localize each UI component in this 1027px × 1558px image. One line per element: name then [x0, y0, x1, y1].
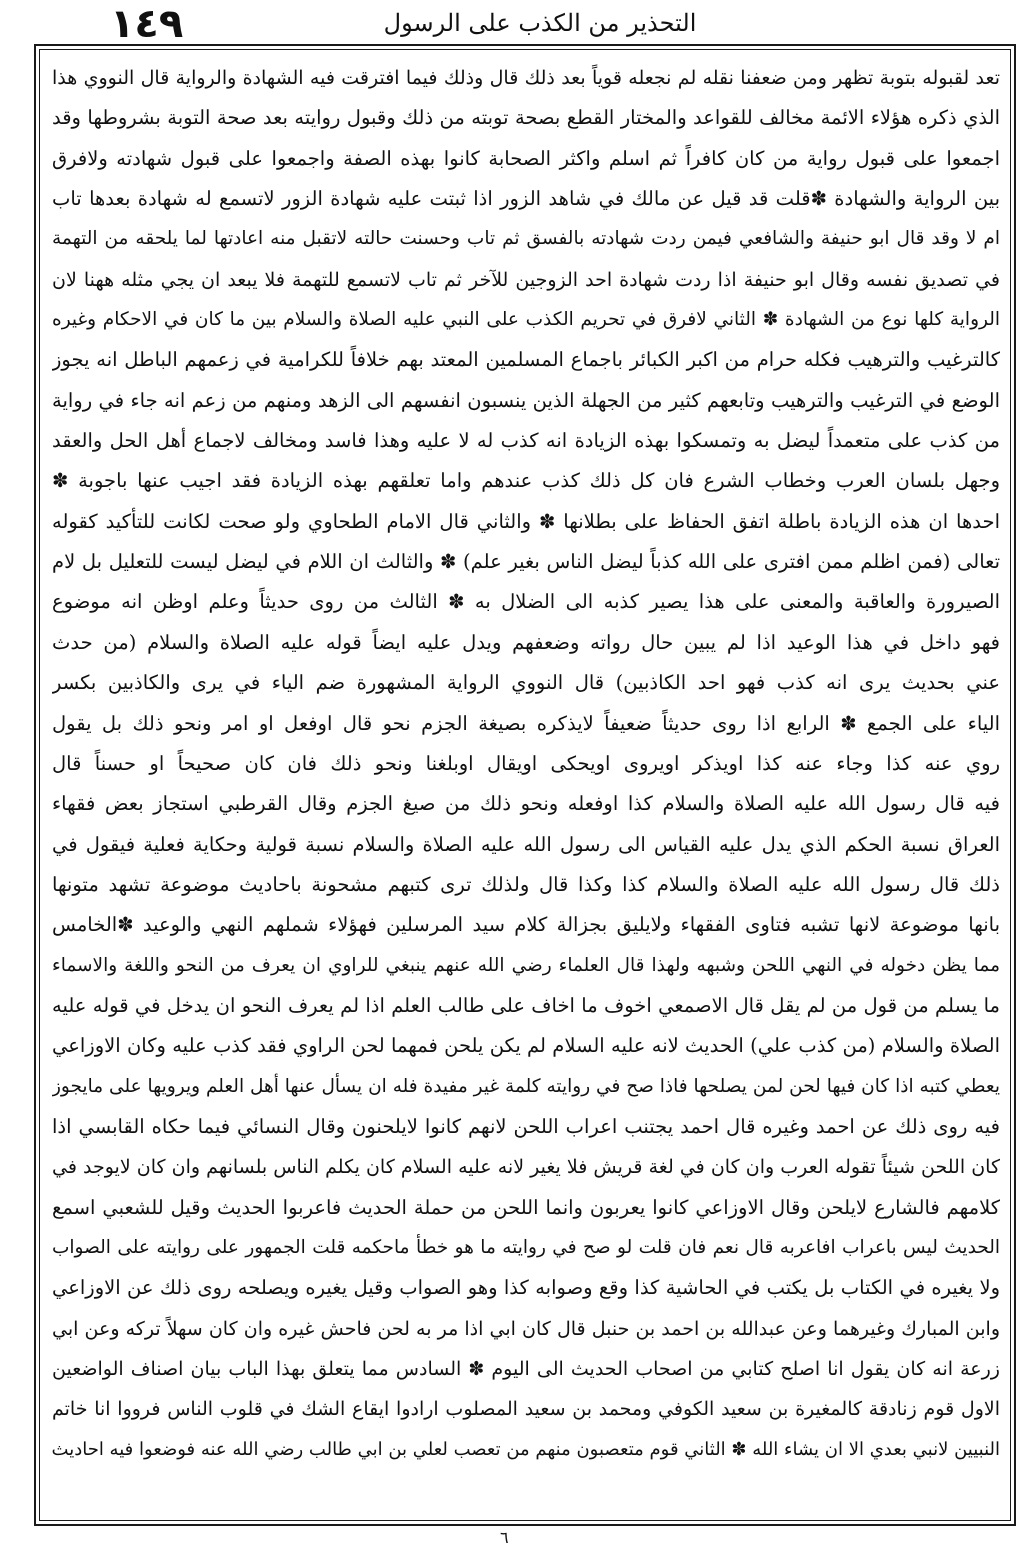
page-number: ١٤٩ — [110, 1, 184, 47]
text-line: كالترغيب والترهيب فكله حرام من اكبر الكبائر باجماع المسلمين المعتد بهم خلافاً للكرامية في زعمهم الباطل انه يجوز — [52, 348, 1000, 372]
text-line: ام لا وقد قال ابو حنيفة والشافعي فيمن ردت شهادته بالفسق ثم تاب وحسنت حالته لاتقبل منه اعادتها لما يلحقه من التهمة — [52, 228, 1000, 250]
text-line: اجمعوا على قبول رواية من كان كافراً ثم اسلم واكثر الصحابة كانوا بهذه الصفة واجمعوا على قبول شهادته ولافرق — [52, 146, 1000, 170]
text-line: ذلك قال رسول الله عليه الصلاة والسلام كذا وكذا قال ولذلك ترى كتبهم مشحونة باحاديث موضوعة تشهد متونها — [52, 872, 1000, 896]
text-line: بين الرواية والشهادة ✽قلت قد قيل عن مالك في شاهد الزور اذا ثبتت عليه شهادة الزور لاتسمع له شهادة بعدها تاب — [52, 187, 1000, 211]
text-line: تعد لقبوله بتوبة تظهر ومن ضعفنا نقله لم نجعله قوياً بعد ذلك قال وذلك فيما افترقت فيه الشهادة والرواية قال النووي هذا — [52, 67, 1000, 89]
text-line: يعطي كتبه اذا كان فيها لحن لمن يصلحها فاذا صح في روايته كلمة غير مفيدة فله ان يسأل عنها أهل العلم ويرويها على مايجوز — [52, 1075, 1000, 1097]
text-line: وجهل بلسان العرب وخطاب الشرع فان كل ذلك كذب عندهم واما تعلقهم بهذه الزيادة فقد اجيب عنها باجوبة ✽ — [52, 469, 1000, 493]
running-title: التحذير من الكذب على الرسول — [383, 9, 697, 37]
text-line: ولا يغيره في الكتاب بل يكتب في الحاشية كذا وقع وصوابه كذا وهو الصواب وقيل يغيره ويصلحه روى ذلك عن الاوزاعي — [52, 1276, 1000, 1300]
main-text-block — [52, 58, 1000, 1508]
text-line: الحديث ليس باعراب افاعربه قال نعم فان قلت لو صح في روايته ما هو خطأ ماحكمه قلت الجمهور على روايته على الصواب — [52, 1236, 1000, 1258]
text-line: فهو داخل في هذا الوعيد اذا لم يبين حال رواته وضعفهم ويدل عليه ايضاً قوله عليه الصلاة والسلام (من حدث — [52, 630, 1000, 654]
text-line: بانها موضوعة لانها تشبه فتاوى الفقهاء ولايليق بجزالة كلام سيد المرسلين فهؤلاء شملهم النهي والوعيد ✽الخامس — [52, 913, 1000, 937]
text-line: كلامهم فالشارع لايلحن وقال الاوزاعي كانوا يعربون وانما اللحن من حملة الحديث فاعربوا الحديث وقيل للشعبي اسمع — [52, 1195, 1000, 1219]
text-line: زرعة انه كان يقول انا اصلح كتابي من اصحاب الحديث الى اليوم ✽ السادس مما يتعلق بهذا الباب بيان اصناف الواضعين — [52, 1358, 1000, 1380]
text-line: فيه قال رسول الله عليه الصلاة والسلام كذا اوفعله ونحو ذلك من صيغ الجزم وقال القرطبي استجاز بعض فقهاء — [52, 792, 1000, 816]
text-line: مما يظن دخوله في النهي اللحن وشبهه ولهذا قال العلماء رضي الله عنهم ينبغي للراوي ان يعرف من النحو واللغة والاسماء — [52, 954, 1000, 976]
text-line: عني بحديث يرى انه كذب فهو احد الكاذبين) قال النووي الرواية المشهورة ضم الياء في يرى والكاذبين بكسر — [52, 671, 1000, 695]
text-line: في تصديق نفسه وقال ابو حنيفة اذا ردت شهادة احد الزوجين للآخر ثم تاب لاتسمع للتهمة فلا يبعد ان يجي مثله ههنا لان — [52, 268, 1000, 291]
text-line: روي عنه كذا وجاء عنه كذا اويذكر اويروى اويحكى اويقال اوبلغنا ونحو ذلك فان كان صحيحاً او حسناً قال — [52, 751, 1000, 775]
text-line: الرواية كلها نوع من الشهادة ✽ الثاني لافرق في تحريم الكذب على النبي عليه الصلاة والسلام بين ما كان في الاحكام وغيره — [52, 309, 1000, 331]
text-line: الذي ذكره هؤلاء الائمة مخالف للقواعد والمختار القطع بصحة توبته من ذلك وقبول روايته بعد صحة التوبة بشروطها وقد — [52, 106, 1000, 130]
text-line: الصيرورة والعاقبة والمعنى على هذا يصير كذبه الى الضلال به ✽ الثالث من روى حديثاً وعلم اوظن انه موضوع — [52, 590, 1000, 614]
signature-mark: ٦ — [500, 1528, 509, 1547]
text-line: الاول قوم زنادقة كالمغيرة بن سعيد الكوفي ومحمد بن سعيد المصلوب ارادوا ايقاع الشك في قلوب الناس فرووا انا خاتم — [52, 1398, 1000, 1421]
text-line: احدها ان هذه الزيادة باطلة اتفق الحفاظ على بطلانها ✽ والثاني قال الامام الطحاوي ولو صحت لكانت للتأكيد كقوله — [52, 509, 1000, 533]
text-line: الوضع في الترغيب والترهيب وتابعهم كثير من الجهلة الذين ينسبون انفسهم الى الزهد ومنهم من زعم انه جاء في رواية — [52, 388, 1000, 412]
text-line: العراق نسبة الحكم الذي يدل عليه القياس الى رسول الله عليه الصلاة والسلام نسبة قولية وحكاية فعلية فيقول في — [52, 832, 1000, 856]
text-line: كان اللحن شيئاً تقوله العرب وان كان في لغة قريش فلا يغير لانه عليه السلام كان يكلم الناس بلسانهم وان كان لايوجد في — [52, 1156, 1000, 1179]
text-line: فيه روى ذلك عن احمد وغيره قال احمد يجتنب اعراب اللحن لانهم كانوا لايلحنون وقال النسائي فيما حكاه القابسي اذا — [52, 1114, 1000, 1138]
text-line: من كذب على متعمداً ليضل به وتمسكوا بهذه الزيادة انه كذب له لا عليه وهذا فاسد ومخالف لاجماع أهل الحل والعقد — [52, 429, 1000, 453]
text-line: الصلاة والسلام (من كذب علي) الحديث لانه عليه السلام لم يكن يلحن فمهما لحن الراوي فقد كذب عليه وكان الاوزاعي — [52, 1034, 1000, 1058]
text-line: وابن المبارك وغيرهما وعن عبدالله بن احمد بن حنبل قال كان ابي اذا مر به لحن فاحش غيره وان كان سهلاً تركه وعن ابي — [52, 1317, 1000, 1340]
text-line: النبيين لانبي بعدي الا ان يشاء الله ✽ الثاني قوم متعصبون منهم من تعصب لعلي بن ابي طالب رضي الله عنه فوضعوا فيه احاديث — [52, 1438, 1000, 1460]
text-line: ما يسلم من قول من لم يقل قال الاصمعي اخوف ما اخاف على طالب العلم اذا لم يعرف النحو ان يدخل في قوله عليه — [52, 993, 1000, 1017]
text-line: تعالى (فمن اظلم ممن افترى على الله كذباً ليضل الناس بغير علم) ✽ والثالث ان اللام في ليضل ليست للتعليل بل لام — [52, 550, 1000, 574]
text-line: الياء على الجمع ✽ الرابع اذا روى حديثاً ضعيفاً لايذكره بصيغة الجزم نحو قال اوفعل او امر ونحو ذلك بل يقول — [52, 711, 1000, 735]
